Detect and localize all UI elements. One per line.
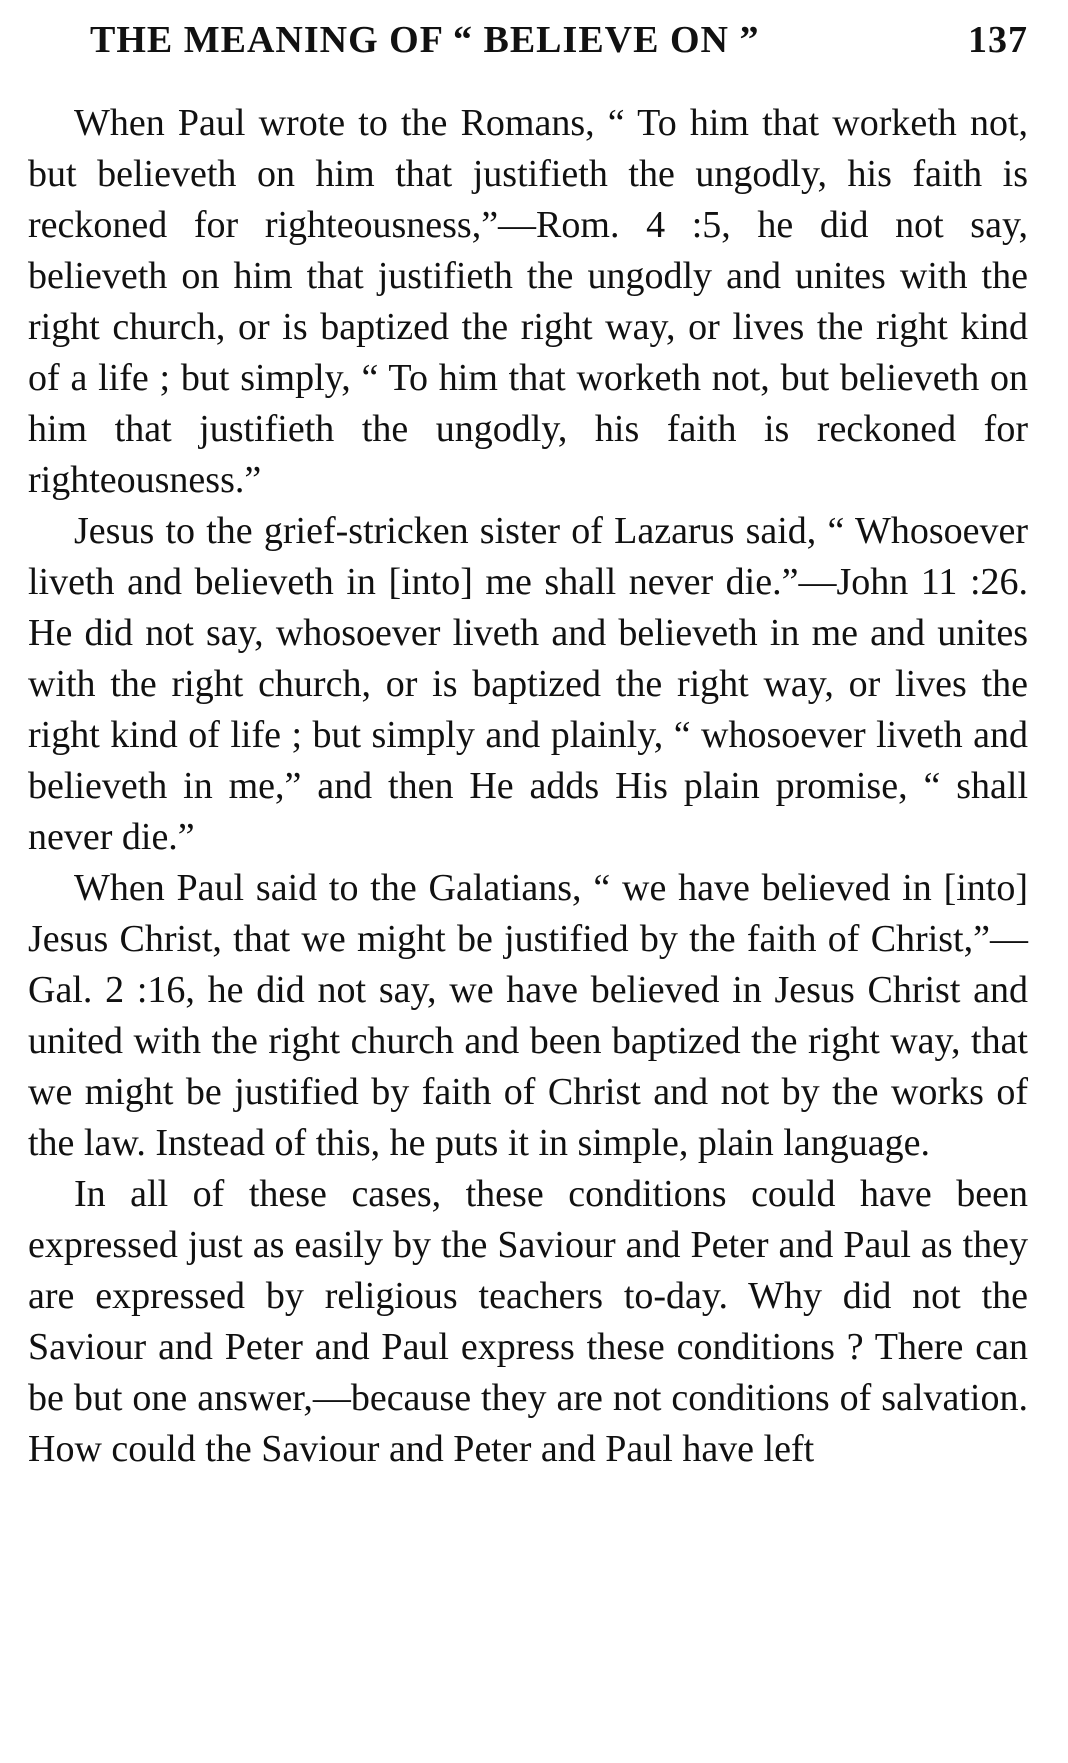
body-text — [28, 98, 1028, 1475]
page-number: 137 — [968, 19, 1028, 61]
paragraph-galatians: When Paul said to the Galatians, “ we have believed in [into] Jesus Christ, that we might be justified by the faith of Christ,”—Gal. 2 :16, he did not say, we have believed in Jesus Christ and united with the right church and been baptized the right way, that we might be justified by faith of Christ and not by the works of the law. Instead of this, he puts it in simple, plain language. — [28, 867, 1028, 1164]
book-page — [28, 18, 1028, 1475]
paragraph-romans: When Paul wrote to the Romans, “ To him that worketh not, but believeth on him that justifieth the ungodly, his faith is reckoned for righteousness,”—Rom. 4 :5, he did not say, believeth on him that justifieth the ungodly and unites with the right church, or is baptized the right way, or lives the right kind of a life ; but simply, “ To him that worketh not, but believeth on him that justifieth the ungodly, his faith is reckoned for righteousness.” — [28, 102, 1028, 501]
running-head — [28, 18, 1028, 62]
running-head-title: THE MEANING OF “ BELIEVE ON ” — [90, 19, 760, 61]
paragraph-conclusion: In all of these cases, these conditions could have been expressed just as easily by the Saviour and Peter and Paul as they are expressed by religious teachers to-day. Why did not the Saviour and Peter and Paul express these conditions ? There can be but one answer,—because they are not conditions of salvation. How could the Saviour and Peter and Paul have left — [28, 1173, 1028, 1470]
paragraph-lazarus: Jesus to the grief-stricken sister of Lazarus said, “ Whosoever liveth and believeth in [into] me shall never die.”—John 11 :26. He did not say, whosoever liveth and believeth in me and unites with the right church, or is baptized the right way, or lives the right kind of life ; but simply and plainly, “ whosoever liveth and believeth in me,” and then He adds His plain promise, “ shall never die.” — [28, 510, 1028, 858]
